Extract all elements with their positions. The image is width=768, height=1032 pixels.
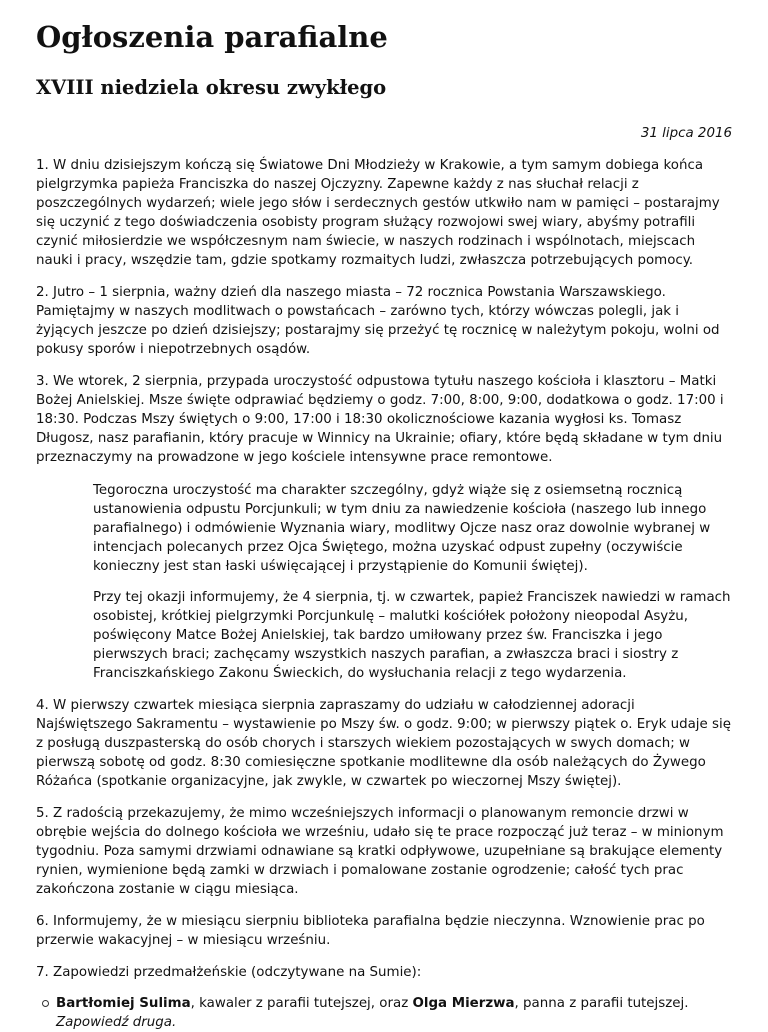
announcement-item-6: 6. Informujemy, że w miesiącu sierpniu biblioteka parafialna będzie nieczynna. Wznowienie prac po przerwie wakacyjnej – w miesiącu wrześniu.	[36, 914, 705, 948]
groom-description: , kawaler z parafii tutejszej, oraz	[190, 996, 413, 1011]
bride-description: , panna z parafii tutejszej.	[514, 996, 689, 1011]
announcement-item-3: 3. We wtorek, 2 sierpnia, przypada uroczystość odpustowa tytułu naszego kościoła i klasztoru – Matki Bożej Anielskiej. Msze święte odprawiać będziemy o godz. 7:00, 8:00, 9:00, dodatkowa o godz. 17:00 i 18:30. Podczas Mszy świętych o 9:00, 17:00 i 18:30 okolicznościowe kazania wygłosi ks. Tomasz Długosz, nasz parafianin, który pracuje w Winnicy na Ukrainie; ofiary, które będą składane w tym dniu przeznaczymy na prowadzone w jego kościele intensywne prace remontowe.	[36, 374, 724, 465]
circle-bullet-icon	[42, 1000, 49, 1007]
announcement-item-4: 4. W pierwszy czwartek miesiąca sierpnia zapraszamy do udziału w całodziennej adoracji Najświętszego Sakramentu – wystawienie po Mszy św. o godz. 9:00; w pierwszy piątek o. Eryk udaje się z posługą duszpasterską do osób chorych i starszych wiekiem pozostających w swych domach; w pierwszą sobotę od godz. 8:30 comiesięczne spotkanie modlitewne dla osób należących do Żywego Różańca (spotkanie organizacyjne, jak zwykle, w czwartek po wieczornej Mszy świętej).	[36, 698, 731, 789]
list-item	[56, 994, 732, 1032]
blockquote-paragraph-1: Tegoroczna uroczystość ma charakter szczególny, gdyż wiąże się z osiemsetną rocznicą ustanowienia odpustu Porcjunkuli; w tym dniu za nawiedzenie kościoła (naszego lub innego parafialnego) i odmówienie Wyznania wiary, modlitwy Ojcze nasz oraz dowolnie wybranej w intencjach polecanych przez Ojca Świętego, można uzyskać odpust zupełny (oczywiście konieczny jest stan łaski uświęcającej i przystąpienie do Komunii świętej).	[93, 483, 711, 574]
page-subtitle: XVIII niedziela okresu zwykłego	[36, 76, 387, 99]
announcement-item-1: 1. W dniu dzisiejszym kończą się Światowe Dni Młodzieży w Krakowie, a tym samym dobiega końca pielgrzymka papieża Franciszka do naszej Ojczyzny. Zapewne każdy z nas słuchał relacji z poszczególnych wydarzeń; wiele jego słów i serdecznych gestów utkwiło nam w pamięci – postarajmy się uczynić z tego doświadczenia osobisty program służący rozwojowi swej wiary, abyśmy potrafili czynić miłosierdzie we współczesnym nam świecie, w naszych rodzinach i wspólnotach, miejscach nauki i pracy, wszędzie tam, gdzie spotkamy rozmaitych ludzi, zwłaszcza potrzebujących pomocy.	[36, 158, 720, 268]
blockquote	[93, 481, 732, 683]
announcement-item-2: 2. Jutro – 1 sierpnia, ważny dzień dla naszego miasta – 72 rocznica Powstania Warszawskiego. Pamiętajmy w naszych modlitwach o powstańcach – zarówno tych, którzy wówczas polegli, jak i żyjących jeszcze po dzień dzisiejszy; postarajmy się przeżyć tę rocznicę w należytym pokoju, wolni od pokusy sporów i niepotrzebnych osądów.	[36, 285, 720, 357]
bride-name: Olga Mierzwa	[412, 996, 515, 1011]
blockquote-paragraph-2: Przy tej okazji informujemy, że 4 sierpnia, tj. w czwartek, papież Franciszek nawiedzi w ramach osobistej, krótkiej pielgrzymki Porcjunkulę – malutki kościółek położony nieopodal Asyżu, poświęcony Matce Bożej Anielskiej, tak bardzo umiłowany przez św. Franciszka i jego pierwszych braci; zachęcamy wszystkich naszych parafian, a zwłaszcza braci i siostry z Franciszkańskiego Zakonu Świeckich, do wysłuchania relacji z tego wydarzenia.	[93, 590, 731, 681]
announcement-item-5: 5. Z radością przekazujemy, że mimo wcześniejszych informacji o planowanym remoncie drzwi w obrębie wejścia do dolnego kościoła we wrześniu, udało się te prace rozpocząć już teraz – w minionym tygodniu. Poza samymi drzwiami odnawiane są kratki odpływowe, uzupełniane są brakujące elementy rynien, wymienione będą zamki w drzwiach i pomalowane zostanie ogrodzenie; całość tych prac zakończona zostanie w ciągu miesiąca.	[36, 806, 724, 897]
groom-name: Bartłomiej Sulima	[56, 996, 191, 1011]
announcement-date: 31 lipca 2016	[640, 126, 732, 141]
announcement-item-7: 7. Zapowiedzi przedmałżeńskie (odczytywane na Sumie):	[36, 965, 422, 980]
page-title: Ogłoszenia parafialne	[36, 20, 388, 54]
banns-note: Zapowiedź druga.	[56, 1015, 177, 1030]
banns-list	[36, 994, 732, 1032]
